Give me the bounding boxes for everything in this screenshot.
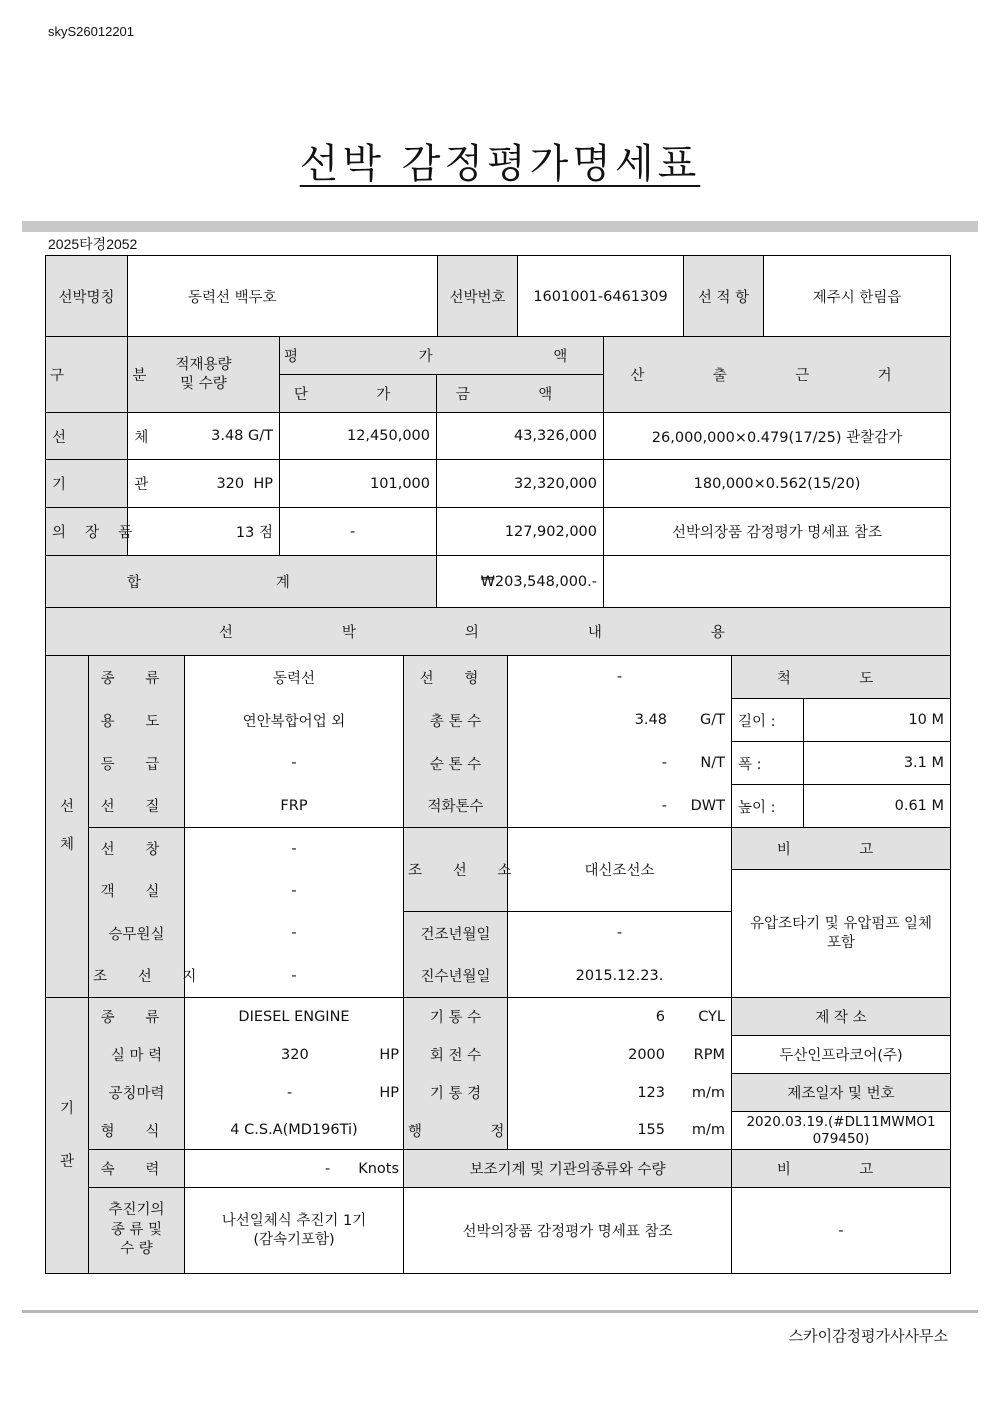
net-tonnage-label: 순 톤 수 (404, 742, 508, 785)
hull-use-label: 용 도 (89, 699, 185, 742)
dwt-label: 적화톤수 (404, 785, 508, 828)
hull-grade-label: 등 급 (89, 742, 185, 785)
height-label: 높이 : (732, 785, 804, 828)
maker-label: 제 작 소 (732, 998, 951, 1036)
stroke-label: 행 정 (404, 1112, 508, 1150)
engine-remarks-value: - (732, 1188, 951, 1274)
page-title (0, 132, 1000, 189)
port-value: 제주시 한림읍 (764, 256, 951, 338)
bottom-divider (22, 1310, 978, 1313)
rpm-label: 회 전 수 (404, 1036, 508, 1074)
row-basis: 선박의장품 감정평가 명세표 참조 (604, 508, 951, 556)
hull-section-label: 선 체 (46, 656, 89, 998)
hull-material-value: FRP (185, 785, 404, 828)
crew-room-label: 승무원실 (89, 912, 185, 955)
dimensions-label: 척 도 (732, 656, 951, 699)
builder-place-label: 조 선 지 (89, 955, 185, 998)
gross-tonnage-value: 3.48 G/T (508, 699, 732, 742)
serial-label: 제조일자 및 번호 (732, 1074, 951, 1112)
hold-label: 선 창 (89, 828, 185, 870)
table-row (46, 460, 951, 508)
serial-value: 2020.03.19.(#DL11MWMO1 079450) (732, 1112, 951, 1150)
unit-price-header: 단 가 (280, 375, 437, 413)
hull-use-value: 연안복합어업 외 (185, 699, 404, 742)
build-date-value: - (508, 912, 732, 955)
speed-label: 속 력 (89, 1150, 185, 1188)
total-value: ₩203,548,000.- (437, 556, 604, 608)
row-capacity: 320 HP (128, 460, 280, 508)
bore-value: 123 m/m (508, 1074, 732, 1112)
top-divider (22, 221, 978, 232)
cabin-label: 객 실 (89, 870, 185, 912)
vessel-name-value: 동력선 백두호 (128, 256, 438, 338)
port-label: 선 적 항 (684, 256, 764, 338)
capacity-header: 적재용량 및 수량 (128, 337, 280, 413)
row-basis: 180,000×0.562(15/20) (604, 460, 951, 508)
width-label: 폭 : (732, 742, 804, 785)
details-header: 선 박 의 내 용 (46, 608, 951, 656)
row-category: 기 관 (46, 460, 128, 508)
height-value: 0.61 M (804, 785, 951, 828)
row-amount: 32,320,000 (437, 460, 604, 508)
amount-header: 금 액 (437, 375, 604, 413)
row-unit-price: 101,000 (280, 460, 437, 508)
hull-grade-value: - (185, 742, 404, 785)
hull-remarks-value: 유압조타기 및 유압펌프 일체 포함 (732, 870, 951, 998)
aux-machinery-value: 선박의장품 감정평가 명세표 참조 (404, 1188, 732, 1274)
summary-table (45, 255, 951, 338)
engine-type-value: DIESEL ENGINE (185, 998, 404, 1036)
net-tonnage-value: - N/T (508, 742, 732, 785)
hold-value: - (185, 828, 404, 870)
propulsion-value: 나선일체식 추진기 1기 (감속기포함) (185, 1188, 404, 1274)
table-row (46, 508, 951, 556)
aux-machinery-label: 보조기계 및 기관의종류와 수량 (404, 1150, 732, 1188)
actual-hp-label: 실 마 력 (89, 1036, 185, 1074)
model-value: 4 C.S.A(MD196Ti) (185, 1112, 404, 1150)
cylinders-value: 6 CYL (508, 998, 732, 1036)
case-number: 2025타경2052 (48, 236, 138, 252)
details-table (45, 655, 951, 1274)
row-basis: 26,000,000×0.479(17/25) 관찰감가 (604, 413, 951, 460)
width-value: 3.1 M (804, 742, 951, 785)
office-name: 스카이감정평가사사무소 (788, 1327, 948, 1345)
row-unit-price: - (280, 508, 437, 556)
row-category: 의 장 품 (46, 508, 128, 556)
vessel-number-value: 1601001-6461309 (533, 288, 668, 305)
document-id: skyS26012201 (48, 24, 135, 39)
cabin-value: - (185, 870, 404, 912)
basis-header: 산 출 근 거 (604, 337, 951, 413)
appraisal-header: 평 가 액 (280, 337, 604, 375)
hull-shape-label: 선 형 (404, 656, 508, 699)
total-empty (604, 556, 951, 608)
dwt-value: - DWT (508, 785, 732, 828)
bore-label: 기 통 경 (404, 1074, 508, 1112)
cylinders-label: 기 통 수 (404, 998, 508, 1036)
vessel-name-label: 선박명칭 (46, 256, 128, 338)
nominal-hp-value: - HP (185, 1074, 404, 1112)
hull-type-value: 동력선 (185, 656, 404, 699)
row-amount: 127,902,000 (437, 508, 604, 556)
engine-remarks-label: 비 고 (732, 1150, 951, 1188)
hull-material-label: 선 질 (89, 785, 185, 828)
length-value: 10 M (804, 699, 951, 742)
appraisal-table (45, 336, 951, 656)
length-label: 길이 : (732, 699, 804, 742)
engine-section-label: 기 관 (46, 998, 89, 1274)
builder-place-value: - (185, 955, 404, 998)
title-text: 선박 감정평가명세표 (299, 141, 701, 187)
speed-value: - Knots (185, 1150, 404, 1188)
row-unit-price: 12,450,000 (280, 413, 437, 460)
build-date-label: 건조년월일 (404, 912, 508, 955)
stroke-value: 155 m/m (508, 1112, 732, 1150)
row-capacity: 13 점 (128, 508, 280, 556)
row-category: 선 체 (46, 413, 128, 460)
shipyard-label: 조 선 소 (404, 828, 508, 912)
launch-date-value: 2015.12.23. (508, 955, 732, 998)
hull-shape-value: - (508, 656, 732, 699)
nominal-hp-label: 공칭마력 (89, 1074, 185, 1112)
launch-date-label: 진수년월일 (404, 955, 508, 998)
model-label: 형 식 (89, 1112, 185, 1150)
row-capacity: 3.48 G/T (128, 413, 280, 460)
total-label: 합 계 (46, 556, 437, 608)
propulsion-label: 추진기의 종 류 및 수 량 (89, 1188, 185, 1274)
actual-hp-value: 320 HP (185, 1036, 404, 1074)
category-header: 구 분 (46, 337, 128, 413)
gross-tonnage-label: 총 톤 수 (404, 699, 508, 742)
vessel-number-label: 선박번호 (438, 256, 518, 337)
shipyard-value: 대신조선소 (508, 828, 732, 912)
hull-type-label: 종 류 (89, 656, 185, 699)
crew-room-value: - (185, 912, 404, 955)
maker-value: 두산인프라코어(주) (732, 1036, 951, 1074)
table-row (46, 413, 951, 460)
row-amount: 43,326,000 (437, 413, 604, 460)
rpm-value: 2000 RPM (508, 1036, 732, 1074)
hull-remarks-label: 비 고 (732, 828, 951, 870)
engine-type-label: 종 류 (89, 998, 185, 1036)
